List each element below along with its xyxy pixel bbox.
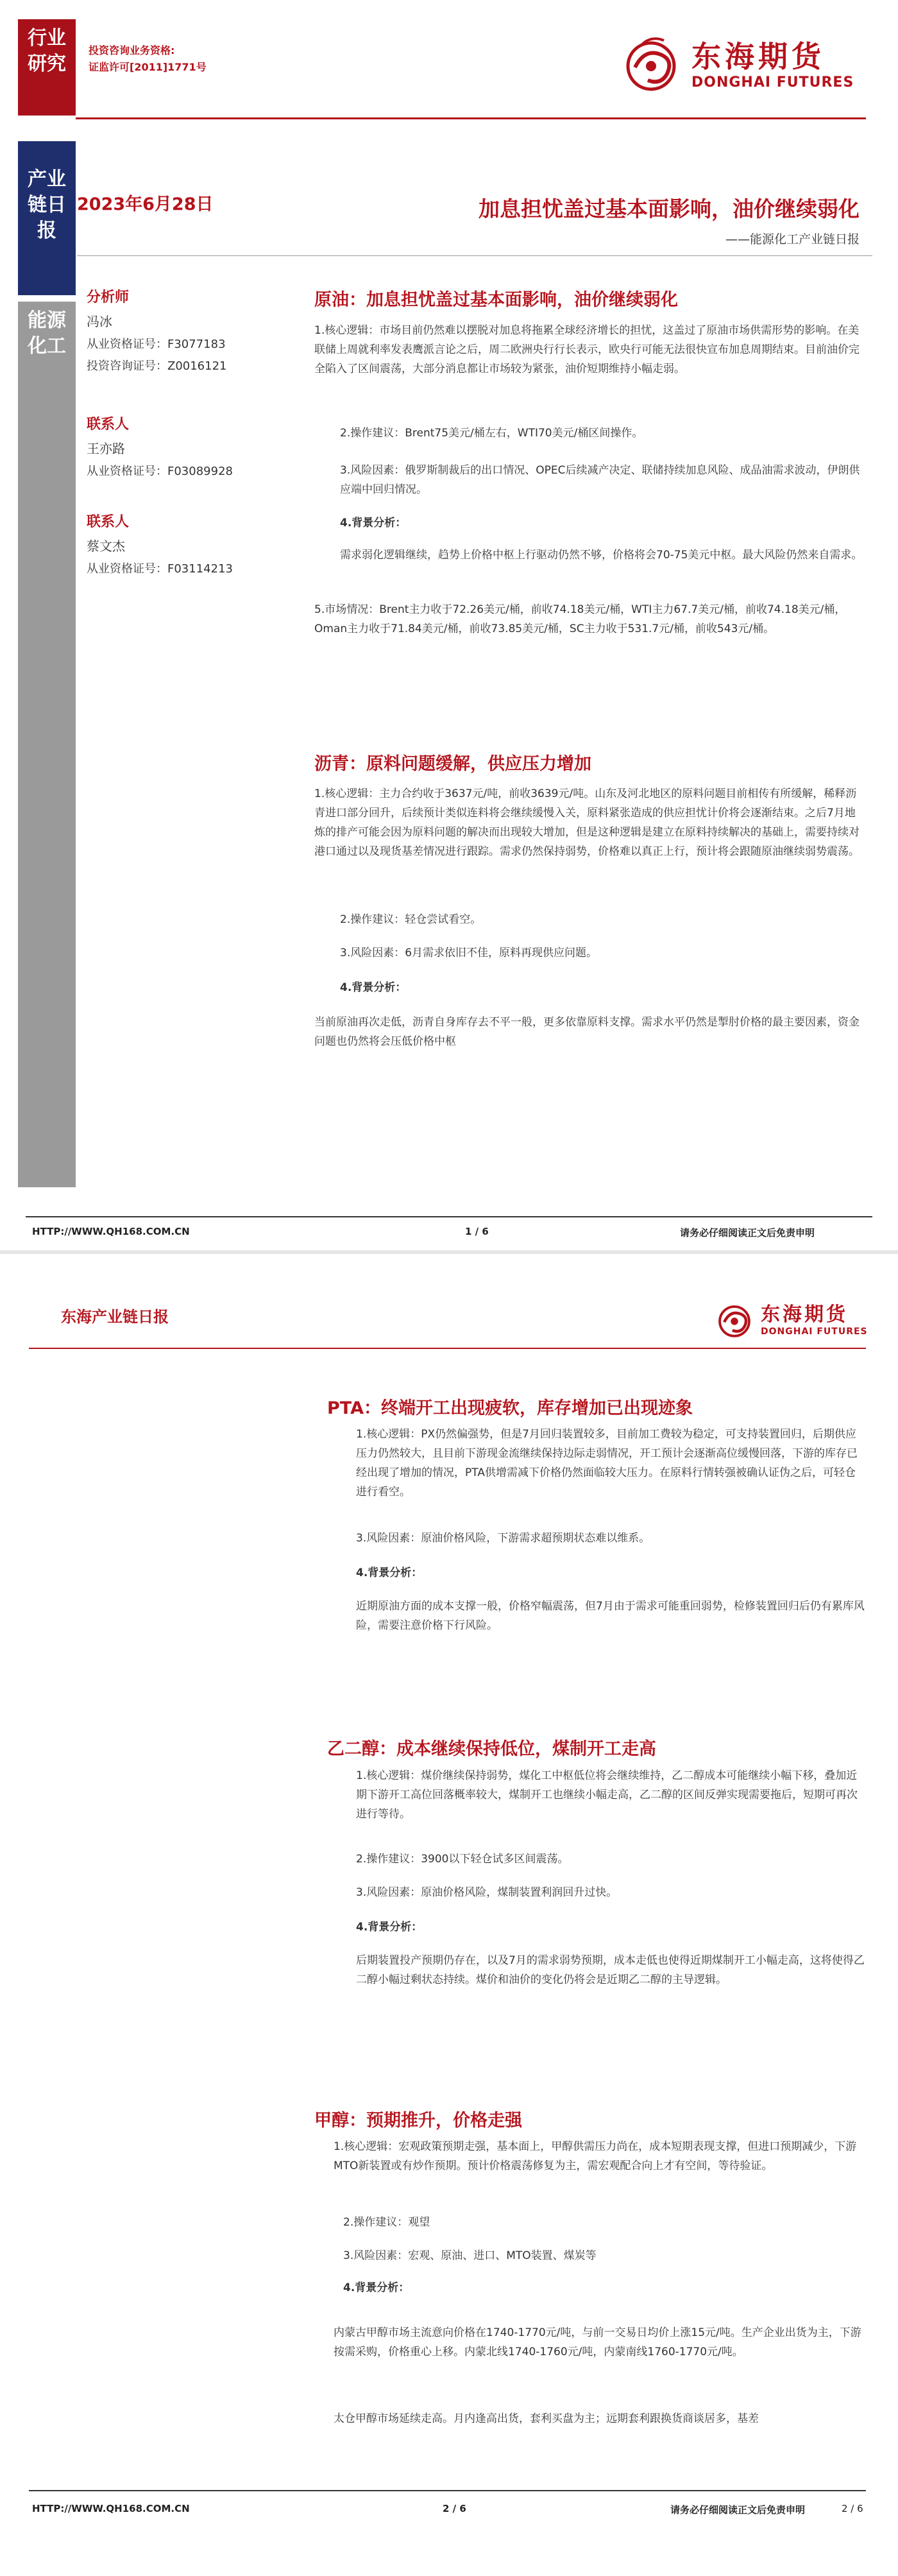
footer-page: 1 / 6 bbox=[465, 1226, 489, 1237]
company-logo bbox=[616, 29, 854, 99]
asphalt-core: 1.核心逻辑：主力合约收于3637元/吨，前收3639元/吨。山东及河北地区的原料问题目前相传有所缓解，稀释沥青进口部分回升，后续预计类似连料将会继续缓慢入关，原料紧张造成的供应担忧计价将会逐渐结束。之后7月地炼的排产可能会因为原料问题的解决而出现较大增加，但是这种逻辑是建立在原料持续解决的基础上，需要持续对港口通过以及现货基差情况进行跟踪。需求仍然保持弱势，价格难以真正上行，预计将会跟随原油继续弱势震荡。 bbox=[314, 787, 860, 858]
meg-bg-heading: 4.背景分析： bbox=[356, 1921, 423, 1934]
side-tab-industry-research bbox=[18, 19, 76, 116]
pta-title: PTA：终端开工出现疲软，库存增加已出现迹象 bbox=[327, 1398, 693, 1418]
contact-cert: 从业资格证号：F03114213 bbox=[87, 562, 233, 576]
oil-risk: 3.风险因素：俄罗斯制裁后的出口情况、OPEC后续减产决定、联储持续加息风险、成品油需求波动，伊朗供应端中回归情况。 bbox=[340, 464, 860, 496]
footer-disclaimer: 请务必仔细阅读正文后免责申明 bbox=[680, 1227, 815, 1239]
page-1 bbox=[0, 0, 898, 1239]
page-2 bbox=[0, 1258, 898, 2576]
logo-text-en: DONGHAI FUTURES bbox=[691, 74, 854, 90]
analyst-cert: 投资咨询证号：Z0016121 bbox=[87, 359, 227, 373]
pta-bg-text: 近期原油方面的成本支撑一般，价格窄幅震荡，但7月由于需求可能重回弱势，检修装置回归后仍有累库风险，需要注意价格下行风险。 bbox=[356, 1600, 865, 1632]
footer-rule bbox=[29, 2490, 866, 2491]
contact-name: 王亦路 bbox=[87, 441, 125, 456]
methanol-operation: 2.操作建议：观望 bbox=[343, 2216, 430, 2229]
analyst-name: 冯冰 bbox=[87, 314, 112, 329]
dragon-emblem-icon bbox=[616, 29, 686, 99]
asphalt-title: 沥青：原料问题缓解，供应压力增加 bbox=[314, 754, 591, 774]
page2-header-title: 东海产业链日报 bbox=[61, 1308, 169, 1326]
logo-text-en: DONGHAI FUTURES bbox=[761, 1327, 868, 1337]
side-tab-industry-chain bbox=[18, 141, 76, 295]
asphalt-operation: 2.操作建议：轻仓尝试看空。 bbox=[340, 913, 482, 926]
footer-corner-page: 2 / 6 bbox=[842, 2503, 863, 2514]
subheadline: ——能源化工产业链日报 bbox=[725, 232, 860, 246]
oil-bg-text: 需求弱化逻辑继续，趋势上价格中枢上行驱动仍然不够，价格将会70-75美元中枢。最大风险仍然来自需求。 bbox=[340, 549, 863, 562]
qualification-line: 证监许可[2011]1771号 bbox=[89, 61, 207, 73]
methanol-bg-text-2: 太仓甲醇市场延续走高。月内逢高出货，套利买盘为主；远期套利跟换货商谈居多，基差 bbox=[334, 2412, 759, 2425]
methanol-title: 甲醇：预期推升，价格走强 bbox=[314, 2111, 522, 2131]
qualification-block bbox=[89, 42, 207, 76]
methanol-bg-heading: 4.背景分析： bbox=[343, 2281, 410, 2294]
meg-bg-text: 后期装置投产预期仍存在，以及7月的需求弱势预期，成本走低也使得近期煤制开工小幅走高，这将使得乙二醇小幅过剩状态持续。煤价和油价的变化仍将会是近期乙二醇的主导逻辑。 bbox=[356, 1954, 865, 1986]
side-tab-text: 行业 bbox=[28, 27, 66, 49]
company-logo bbox=[712, 1298, 868, 1343]
pta-risk: 3.风险因素：原油价格风险，下游需求超预期状态难以维系。 bbox=[356, 1532, 650, 1545]
contact-heading: 联系人 bbox=[87, 514, 130, 530]
asphalt-bg-text: 当前原油再次走低，沥青自身库存去不平一般，更多依靠原料支撑。需求水平仍然是掣肘价格的最主要因素，资金问题也仍然将会压低价格中枢 bbox=[314, 1016, 860, 1048]
report-date: 2023年6月28日 bbox=[77, 194, 214, 214]
contact-cert: 从业资格证号：F03089928 bbox=[87, 465, 233, 478]
side-tab-text: 研究 bbox=[28, 53, 66, 75]
methanol-bg-text-1: 内蒙古甲醇市场主流意向价格在1740-1770元/吨，与前一交易日均价上涨15元/吨。生产企业出货为主，下游按需采购，价格重心上移。内蒙北线1740-1760元/吨，内蒙南线1760-1770元/吨。 bbox=[334, 2326, 861, 2358]
oil-market: 5.市场情况：Brent主力收于72.26美元/桶，前收74.18美元/桶，WTI主力67.7美元/桶，前收74.18美元/桶，Oman主力收于71.84美元/桶，前收73.85美元/桶，SC主力收于531.7元/桶，前收543元/桶。 bbox=[314, 603, 846, 635]
pta-core: 1.核心逻辑：PX仍然偏强势，但是7月回归装置较多，目前加工费较为稳定，可支持装置回归，后期供应压力仍然较大，且目前下游现金流继续保持边际走弱情况，开工预计会逐渐高位缓慢回落，下游的库存已经出现了增加的情况，PTA供增需减下价格仍然面临较大压力。在原料行情转强被确认证伪之后，可轻仓进行看空。 bbox=[356, 1428, 858, 1498]
side-tab-energy-chem bbox=[18, 302, 76, 1187]
meg-core: 1.核心逻辑：煤价继续保持弱势，煤化工中枢低位将会继续维持，乙二醇成本可能继续小幅下移，叠加近期下游开工高位回落概率较大，煤制开工也继续小幅走高，乙二醇的区间反弹实现需要拖后，短期可再次进行等待。 bbox=[356, 1769, 858, 1821]
footer-disclaimer: 请务必仔细阅读正文后免责申明 bbox=[670, 2504, 806, 2516]
methanol-core: 1.核心逻辑：宏观政策预期走强，基本面上，甲醇供需压力尚在，成本短期表现支撑，但进口预期减少，下游MTO新装置或有炒作预期。预计价格震荡修复为主，需宏观配合向上才有空间，等待验证。 bbox=[334, 2140, 857, 2172]
footer-url[interactable]: HTTP://WWW.QH168.COM.CN bbox=[32, 2503, 190, 2514]
analyst-cert: 从业资格证号：F3077183 bbox=[87, 338, 226, 351]
page-separator bbox=[0, 1250, 898, 1254]
side-tab-text: 化工 bbox=[28, 335, 66, 357]
pta-bg-heading: 4.背景分析： bbox=[356, 1567, 423, 1579]
meg-operation: 2.操作建议：3900以下轻仓试多区间震荡。 bbox=[356, 1853, 569, 1866]
logo-text-cn: 东海期货 bbox=[691, 39, 825, 74]
meg-title: 乙二醇：成本继续保持低位，煤制开工走高 bbox=[327, 1739, 656, 1759]
footer-rule bbox=[26, 1216, 872, 1217]
methanol-risk: 3.风险因素：宏观、原油、进口、MTO装置、煤炭等 bbox=[343, 2249, 597, 2262]
analyst-heading: 分析师 bbox=[87, 289, 130, 305]
analyst-block bbox=[87, 286, 292, 576]
contact-name: 蔡文杰 bbox=[87, 538, 125, 554]
logo-text-cn: 东海期货 bbox=[761, 1303, 848, 1326]
meg-risk: 3.风险因素：原油价格风险，煤制装置利润回升过快。 bbox=[356, 1886, 618, 1899]
oil-core: 1.核心逻辑：市场目前仍然难以摆脱对加息将拖累全球经济增长的担忧，这盖过了原油市场供需形势的影响。在美联储上周就利率发表鹰派言论之后，周二欧洲央行行长表示，欧央行可能无法很快宣布加息周期结束。目前油价完全陷入了区间震荡，大部分消息都让市场较为紧张，油价短期维持小幅走弱。 bbox=[314, 324, 860, 375]
footer-page: 2 / 6 bbox=[443, 2503, 466, 2514]
side-tab-text: 报 bbox=[37, 219, 56, 242]
asphalt-bg-heading: 4.背景分析： bbox=[340, 981, 407, 994]
side-tab-text: 产业 bbox=[28, 168, 66, 191]
side-tab-text: 链日 bbox=[28, 194, 66, 216]
side-tab-text: 能源 bbox=[28, 309, 66, 332]
oil-bg-heading: 4.背景分析： bbox=[340, 517, 407, 529]
footer-url[interactable]: HTTP://WWW.QH168.COM.CN bbox=[32, 1226, 190, 1237]
asphalt-risk: 3.风险因素：6月需求依旧不佳，原料再现供应问题。 bbox=[340, 947, 598, 959]
page2-header-rule bbox=[29, 1348, 866, 1349]
qualification-line: 投资咨询业务资格: bbox=[89, 44, 175, 56]
headline-rule bbox=[77, 255, 872, 256]
oil-operation: 2.操作建议：Brent75美元/桶左右，WTI70美元/桶区间操作。 bbox=[340, 427, 643, 440]
dragon-emblem-icon bbox=[712, 1298, 757, 1343]
header-rule bbox=[76, 117, 866, 119]
headline: 加息担忧盖过基本面影响，油价继续弱化 bbox=[479, 196, 860, 221]
contact-heading: 联系人 bbox=[87, 416, 130, 433]
oil-title: 原油：加息担忧盖过基本面影响，油价继续弱化 bbox=[314, 290, 678, 310]
